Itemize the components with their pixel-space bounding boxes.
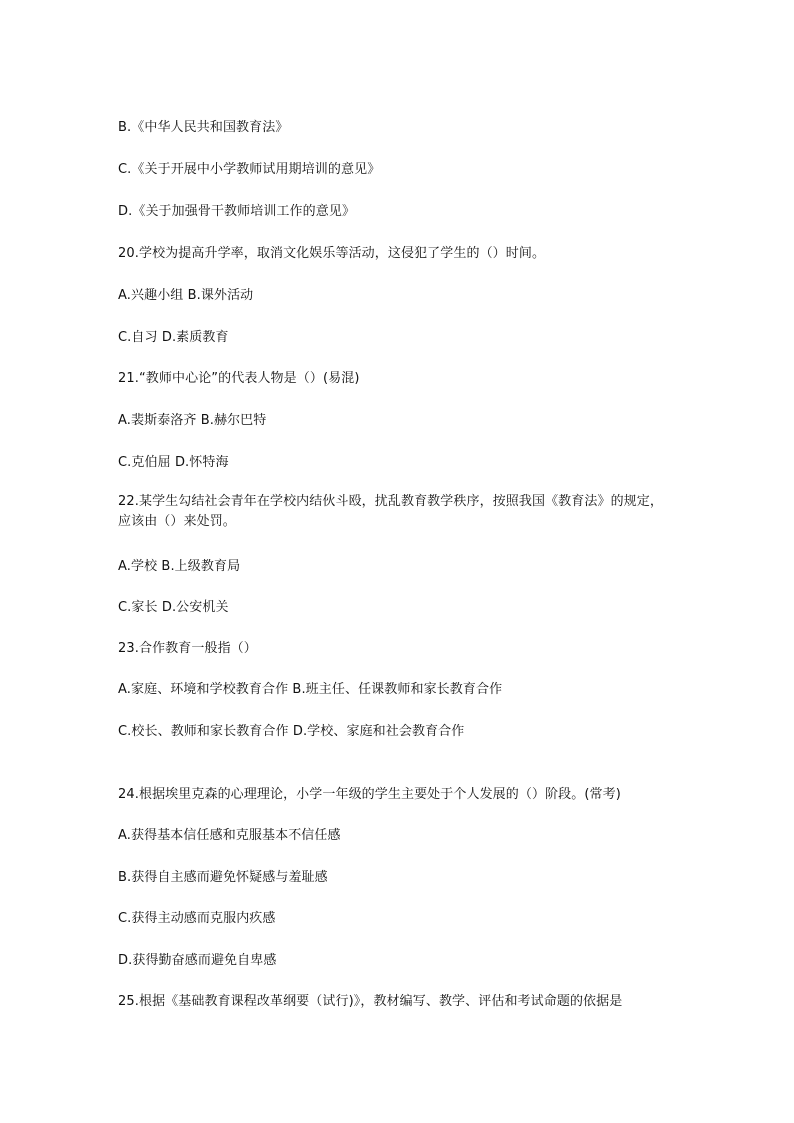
option-b-education-law: B.《中华人民共和国教育法》 xyxy=(118,120,289,135)
question-24-option-c: C.获得主动感而克服内疚感 xyxy=(118,911,276,926)
question-21-options-cd: C.克伯屈 D.怀特海 xyxy=(118,455,229,470)
question-22-options-ab: A.学校 B.上级教育局 xyxy=(118,559,241,574)
question-23-options-cd: C.校长、教师和家长教育合作 D.学校、家庭和社会教育合作 xyxy=(118,724,465,739)
question-20-options-ab: A.兴趣小组 B.课外活动 xyxy=(118,288,254,303)
question-24-option-a: A.获得基本信任感和克服基本不信任感 xyxy=(118,828,341,843)
question-20-options-cd: C.自习 D.素质教育 xyxy=(118,330,229,345)
question-24-option-d: D.获得勤奋感而避免自卑感 xyxy=(118,953,277,968)
option-c-probation-training: C.《关于开展中小学教师试用期培训的意见》 xyxy=(118,162,381,177)
question-20: 20.学校为提高升学率，取消文化娱乐等活动，这侵犯了学生的（）时间。 xyxy=(118,246,546,261)
question-22-options-cd: C.家长 D.公安机关 xyxy=(118,600,229,615)
question-21: 21.“教师中心论”的代表人物是（）(易混) xyxy=(118,371,360,386)
question-22: 22.某学生勾结社会青年在学校内结伙斗殴，扰乱教育教学秩序，按照我国《教育法》的规定，应该由（）来处罚。 xyxy=(118,494,663,529)
question-21-options-ab: A.裴斯泰洛齐 B.赫尔巴特 xyxy=(118,413,267,428)
question-23: 23.合作教育一般指（） xyxy=(118,641,257,656)
question-24: 24.根据埃里克森的心理理论，小学一年级的学生主要处于个人发展的（）阶段。(常考) xyxy=(118,787,621,802)
question-25: 25.根据《基础教育课程改革纲要（试行)》，教材编写、教学、评估和考试命题的依据是 xyxy=(118,994,623,1009)
question-23-options-ab: A.家庭、环境和学校教育合作 B.班主任、任课教师和家长教育合作 xyxy=(118,682,503,697)
option-d-key-teacher-training: D.《关于加强骨干教师培训工作的意见》 xyxy=(118,204,356,219)
question-24-option-b: B.获得自主感而避免怀疑感与羞耻感 xyxy=(118,870,328,885)
